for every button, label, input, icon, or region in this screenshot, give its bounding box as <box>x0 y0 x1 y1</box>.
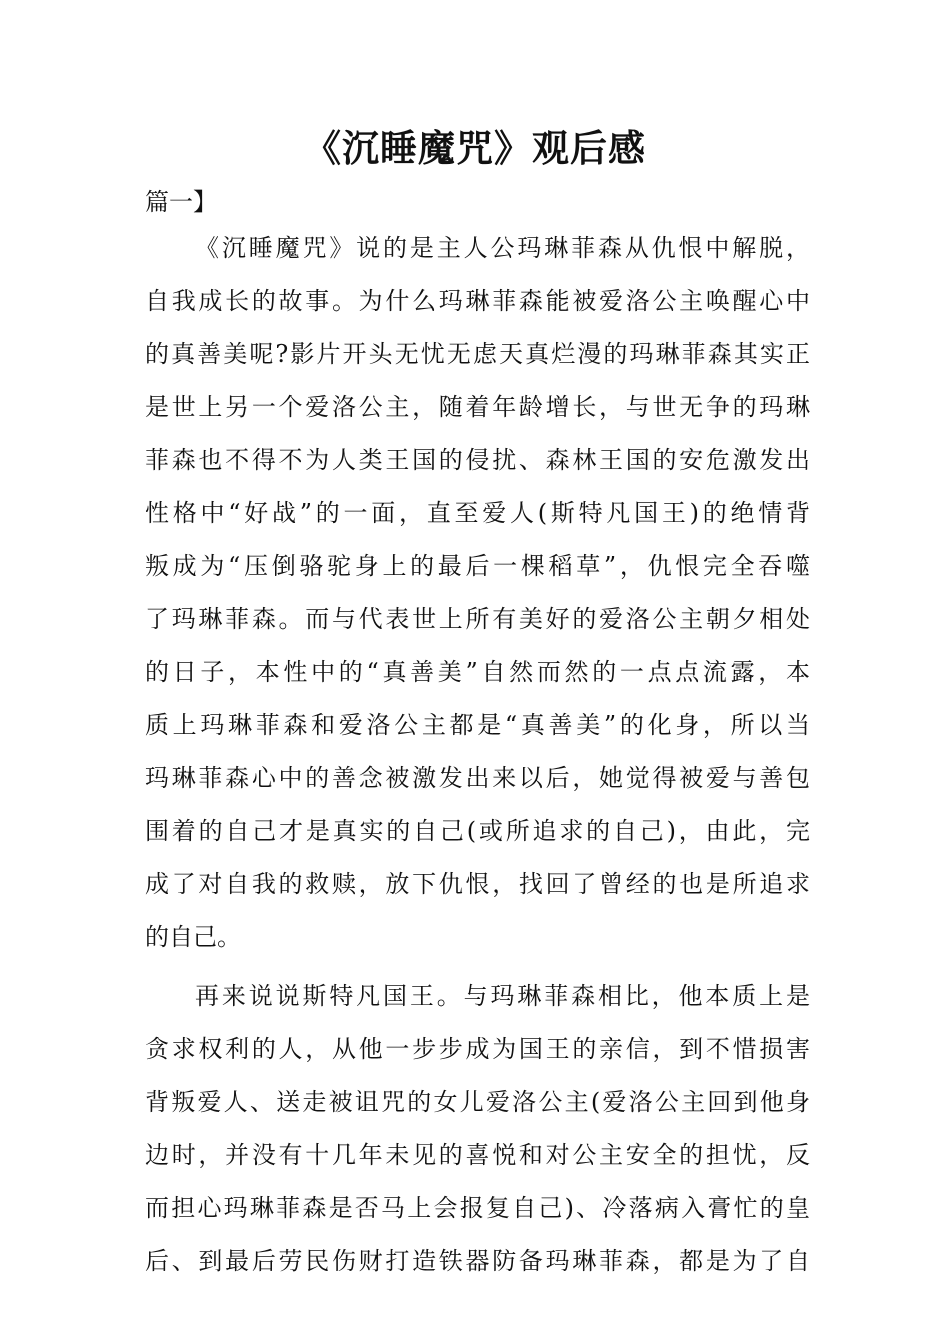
paragraph-2-line: 再来说说斯特凡国王。与玛琳菲森相比，他本质上是 <box>195 982 810 1010</box>
paragraph-2-line: 后、到最后劳民伤财打造铁器防备玛琳菲森，都是为了自 <box>145 1247 810 1275</box>
paragraph-1-line: 玛琳菲森心中的善念被激发出来以后，她觉得被爱与善包 <box>145 764 810 792</box>
paragraph-2-line: 背叛爱人、送走被诅咒的女儿爱洛公主(爱洛公主回到他身 <box>145 1088 810 1116</box>
paragraph-1-line: 是世上另一个爱洛公主，随着年龄增长，与世无争的玛琳 <box>145 393 810 421</box>
paragraph-2-line: 边时，并没有十几年未见的喜悦和对公主安全的担忧，反 <box>145 1141 810 1169</box>
paragraph-1-line: 的真善美呢?影片开头无忧无虑天真烂漫的玛琳菲森其实正 <box>145 340 810 368</box>
paragraph-2-line: 而担心玛琳菲森是否马上会报复自己)、冷落病入膏忙的皇 <box>145 1194 810 1222</box>
paragraph-1-line: 叛成为“压倒骆驼身上的最后一棵稻草”，仇恨完全吞噬 <box>145 552 810 580</box>
paragraph-1-line: 了玛琳菲森。而与代表世上所有美好的爱洛公主朝夕相处 <box>145 605 810 633</box>
paragraph-1-line: 成了对自我的救赎，放下仇恨，找回了曾经的也是所追求 <box>145 870 810 898</box>
paragraph-1-line: 《沉睡魔咒》说的是主人公玛琳菲森从仇恨中解脱， <box>195 234 810 262</box>
paragraph-2-line: 贪求权利的人，从他一步步成为国王的亲信，到不惜损害 <box>145 1035 810 1063</box>
paragraph-1-line: 的自己。 <box>145 923 241 951</box>
paragraph-1-line: 菲森也不得不为人类王国的侵扰、森林王国的安危激发出 <box>145 446 810 474</box>
section-label: 篇一】 <box>145 188 217 216</box>
paragraph-1-line: 自我成长的故事。为什么玛琳菲森能被爱洛公主唤醒心中 <box>145 287 810 315</box>
paragraph-1-line: 的日子，本性中的“真善美”自然而然的一点点流露，本 <box>145 658 810 686</box>
paragraph-1-line: 围着的自己才是真实的自己(或所追求的自己)，由此，完 <box>145 817 810 845</box>
paragraph-1-line: 性格中“好战”的一面，直至爱人(斯特凡国王)的绝情背 <box>145 499 810 527</box>
paragraph-1-line: 质上玛琳菲森和爱洛公主都是“真善美”的化身，所以当 <box>145 711 810 739</box>
document-title: 《沉睡魔咒》观后感 <box>304 127 646 170</box>
